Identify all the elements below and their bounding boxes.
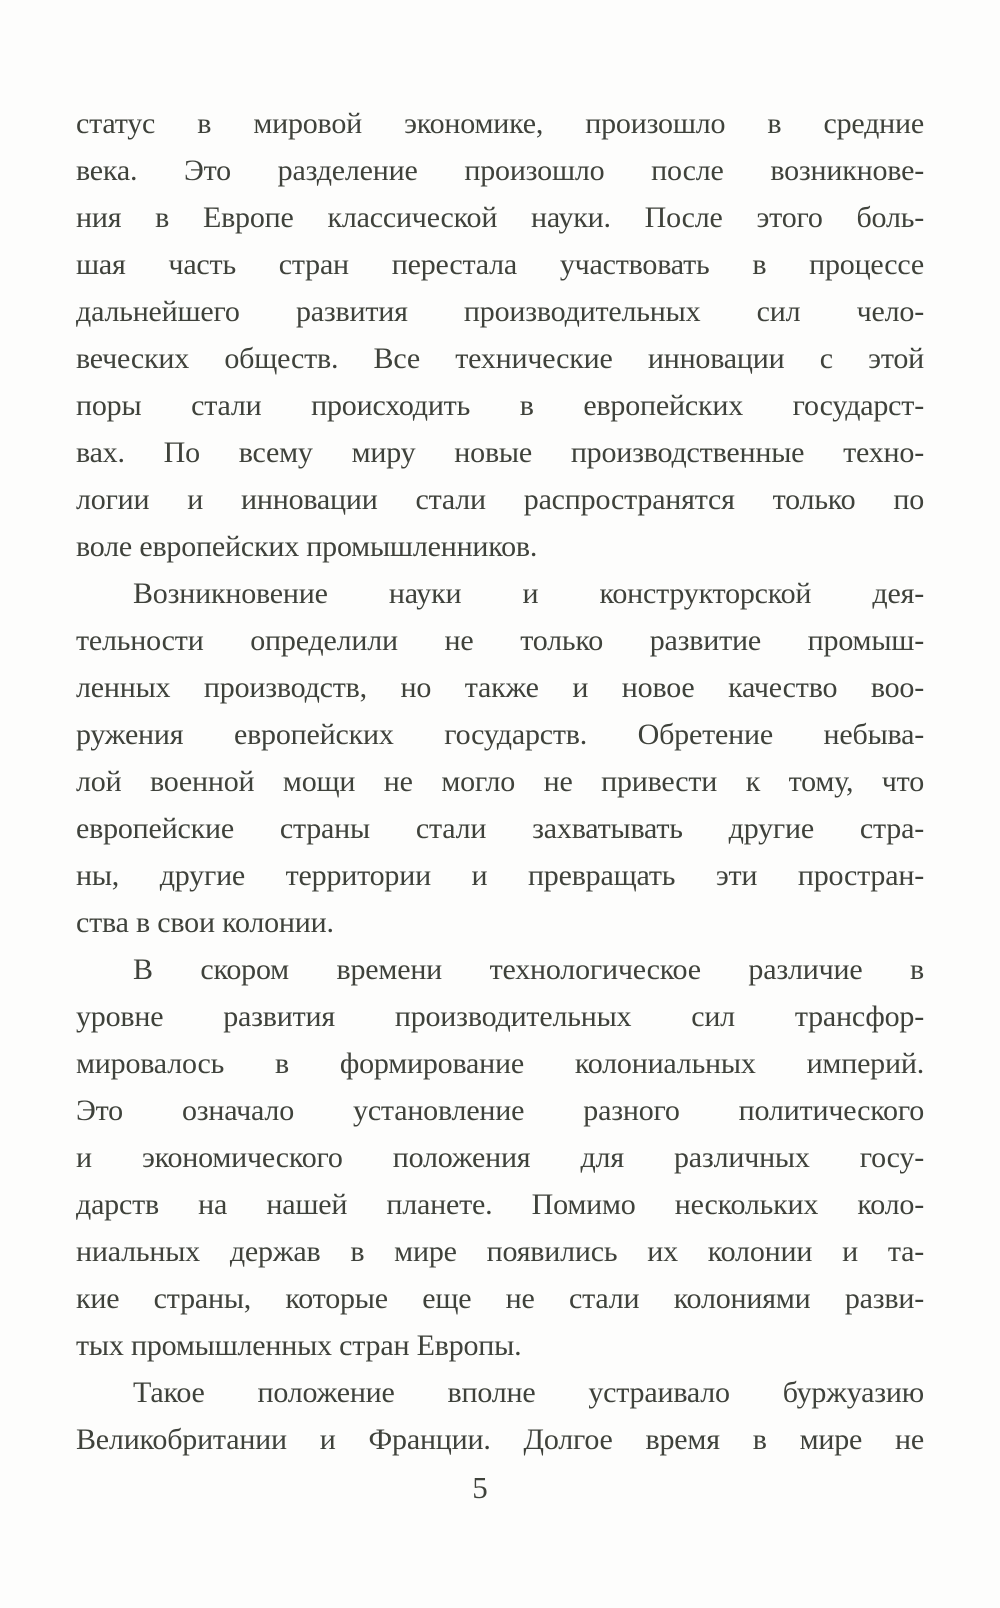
text-line: ны, другие территории и превращать эти простран- <box>76 859 924 892</box>
paragraph <box>76 100 924 570</box>
text-line: В скором времени технологическое различие в <box>133 953 924 986</box>
text-line: дальнейшего развития производительных сил чело- <box>76 295 924 328</box>
text-line: Возникновение науки и конструкторской дея- <box>133 577 924 610</box>
text-line: кие страны, которые еще не стали колониями разви- <box>76 1282 924 1315</box>
paragraph <box>76 946 924 1369</box>
text-line: европейские страны стали захватывать другие стра- <box>76 812 924 845</box>
text-line: тельности определили не только развитие промыш- <box>76 624 924 657</box>
paragraph <box>76 570 924 946</box>
text-line: ружения европейских государств. Обретение небыва- <box>76 718 924 751</box>
text-line: дарств на нашей планете. Помимо нескольких коло- <box>76 1188 924 1221</box>
text-line: воле европейских промышленников. <box>76 530 538 563</box>
text-line: века. Это разделение произошло после возникнове- <box>76 154 924 187</box>
text-line: лой военной мощи не могло не привести к тому, что <box>76 765 924 798</box>
text-line: веческих обществ. Все технические инновации с этой <box>76 342 924 375</box>
text-line: ленных производств, но также и новое качество воо- <box>76 671 924 704</box>
text-line: уровне развития производительных сил трансфор- <box>76 1000 924 1033</box>
text-line: и экономического положения для различных госу- <box>76 1141 924 1174</box>
text-line: Такое положение вполне устраивало буржуазию <box>133 1376 924 1409</box>
text-line: тых промышленных стран Европы. <box>76 1329 522 1362</box>
page-text <box>76 100 924 1463</box>
text-line: статус в мировой экономике, произошло в средние <box>76 107 924 140</box>
text-line: Это означало установление разного политического <box>76 1094 924 1127</box>
text-line: поры стали происходить в европейских государст- <box>76 389 924 422</box>
text-line: Великобритании и Франции. Долгое время в мире не <box>76 1423 924 1456</box>
text-line: логии и инновации стали распространятся только по <box>76 483 924 516</box>
text-line: мировалось в формирование колониальных империй. <box>76 1047 924 1080</box>
page-number: 5 <box>472 1470 488 1505</box>
text-line: ства в свои колонии. <box>76 906 334 939</box>
text-line: ниальных держав в мире появились их колонии и та- <box>76 1235 924 1268</box>
text-line: шая часть стран перестала участвовать в процессе <box>76 248 924 281</box>
text-line: вах. По всему миру новые производственные техно- <box>76 436 924 469</box>
text-line: ния в Европе классической науки. После этого боль- <box>76 201 924 234</box>
paragraph <box>76 1369 924 1463</box>
